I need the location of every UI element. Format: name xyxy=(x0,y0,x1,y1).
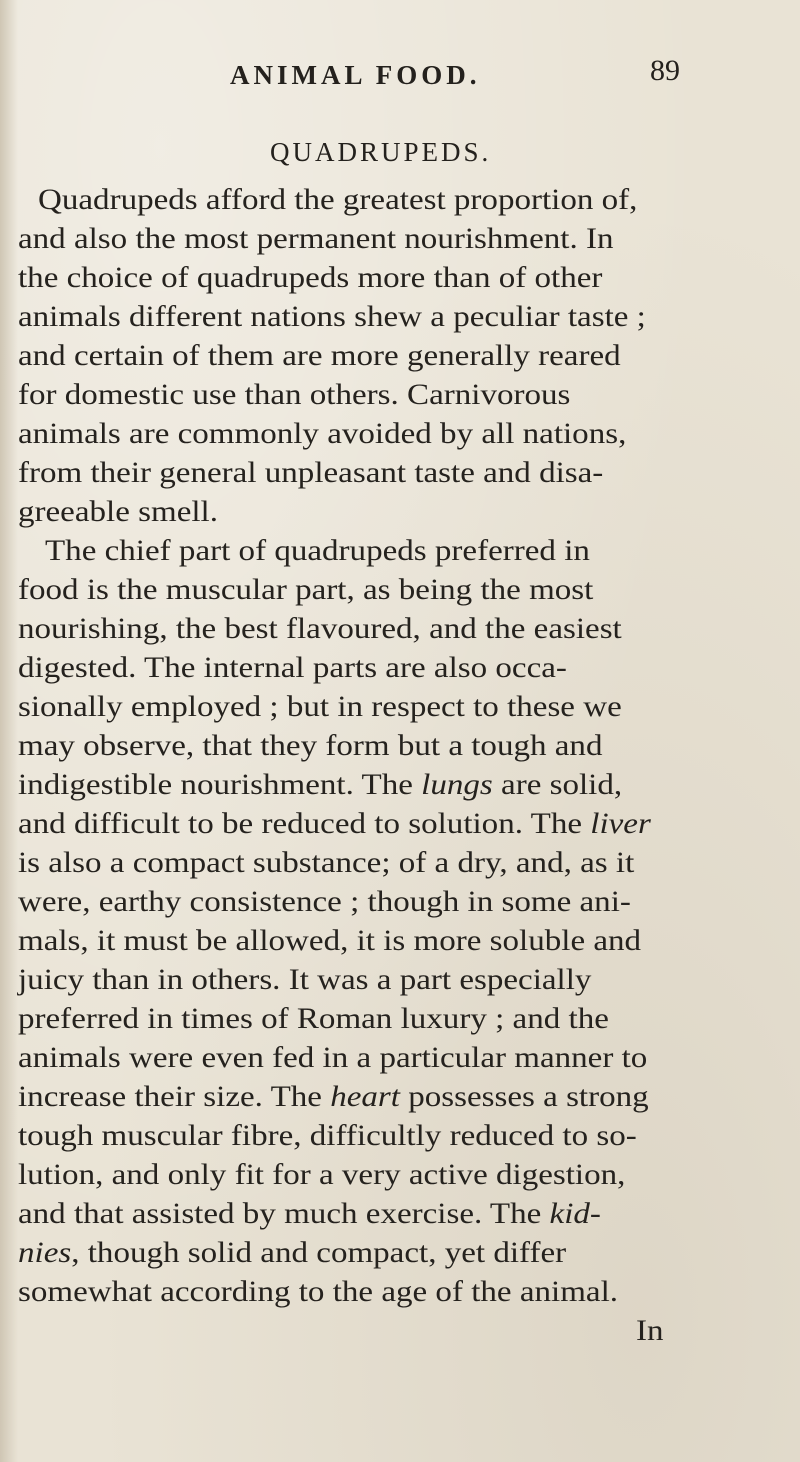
text-run: In xyxy=(636,1315,664,1347)
text-run: possesses a strong xyxy=(399,1081,649,1113)
text-run: the choice of quadrupeds more than of other xyxy=(18,262,603,294)
italic-word: kid- xyxy=(549,1198,601,1230)
text-run: from their general unpleasant taste and disa- xyxy=(18,457,604,489)
italic-word: liver xyxy=(590,808,651,840)
text-line xyxy=(45,533,590,569)
text-run: preferred in times of Roman luxury ; and the xyxy=(18,1003,609,1035)
text-run: for domestic use than others. Carnivorous xyxy=(18,379,571,411)
text-line xyxy=(18,806,651,842)
page-number: 89 xyxy=(650,54,680,87)
text-run: sionally employed ; but in respect to these we xyxy=(18,691,622,723)
text-run: juicy than in others. It was a part especially xyxy=(18,964,592,996)
text-run: , though solid and compact, yet differ xyxy=(71,1237,567,1269)
text-line xyxy=(18,923,641,959)
text-run: animals are commonly avoided by all nations, xyxy=(18,418,627,450)
text-run: nourishing, the best flavoured, and the easiest xyxy=(18,613,622,645)
text-run: somewhat according to the age of the animal. xyxy=(18,1276,619,1308)
text-run: greeable smell. xyxy=(18,496,218,528)
text-run: animals were even fed in a particular manner to xyxy=(18,1042,648,1074)
text-line xyxy=(18,1040,647,1076)
text-run: is also a compact substance; of a dry, and, as it xyxy=(18,847,635,879)
text-run: digested. The internal parts are also occa- xyxy=(18,652,567,684)
text-run: tough muscular fibre, difficultly reduced to so- xyxy=(18,1120,637,1152)
text-line xyxy=(18,767,622,803)
text-line xyxy=(18,728,602,764)
text-line xyxy=(18,884,631,920)
text-line xyxy=(18,299,646,335)
italic-word: lungs xyxy=(421,769,493,801)
text-run: and difficult to be reduced to solution. The xyxy=(18,808,591,840)
text-line xyxy=(18,338,621,374)
text-run: Quadrupeds afford the greatest proportion of, xyxy=(38,184,638,216)
page-gutter-shadow xyxy=(0,0,18,1462)
text-line xyxy=(18,650,567,686)
text-run: and certain of them are more generally reared xyxy=(18,340,621,372)
italic-word: heart xyxy=(330,1081,400,1113)
text-line xyxy=(18,455,603,491)
text-line xyxy=(38,182,637,218)
text-line xyxy=(18,1196,601,1232)
text-line xyxy=(636,1313,664,1349)
text-line xyxy=(18,494,218,530)
text-line xyxy=(18,845,634,881)
text-run: and also the most permanent nourishment. In xyxy=(18,223,614,255)
text-line xyxy=(18,260,602,296)
text-run: lution, and only fit for a very active digestion, xyxy=(18,1159,626,1191)
text-line xyxy=(18,416,626,452)
text-line xyxy=(18,1079,649,1115)
text-line xyxy=(18,1274,618,1310)
text-run: may observe, that they form but a tough and xyxy=(18,730,603,762)
text-run: animals different nations shew a peculiar taste ; xyxy=(18,301,646,333)
text-line xyxy=(18,611,622,647)
text-line xyxy=(18,1235,566,1271)
text-line xyxy=(18,221,614,257)
text-run: indigestible nourishment. The xyxy=(18,769,422,801)
text-run: were, earthy consistence ; though in some ani- xyxy=(18,886,631,918)
text-line xyxy=(18,572,593,608)
text-line xyxy=(18,689,622,725)
text-run: are solid, xyxy=(492,769,623,801)
text-run: The chief part of quadrupeds preferred in xyxy=(45,535,590,567)
text-run: increase their size. The xyxy=(18,1081,331,1113)
text-line xyxy=(18,962,591,998)
text-line xyxy=(18,1157,625,1193)
italic-word: nies xyxy=(18,1237,72,1269)
text-run: and that assisted by much exercise. The xyxy=(18,1198,550,1230)
text-line xyxy=(18,1118,637,1154)
text-line xyxy=(18,1001,609,1037)
section-title: QUADRUPEDS. xyxy=(270,137,492,167)
text-line xyxy=(18,377,570,413)
text-run: food is the muscular part, as being the most xyxy=(18,574,594,606)
running-head: ANIMAL FOOD. xyxy=(230,60,481,90)
text-run: mals, it must be allowed, it is more soluble and xyxy=(18,925,642,957)
